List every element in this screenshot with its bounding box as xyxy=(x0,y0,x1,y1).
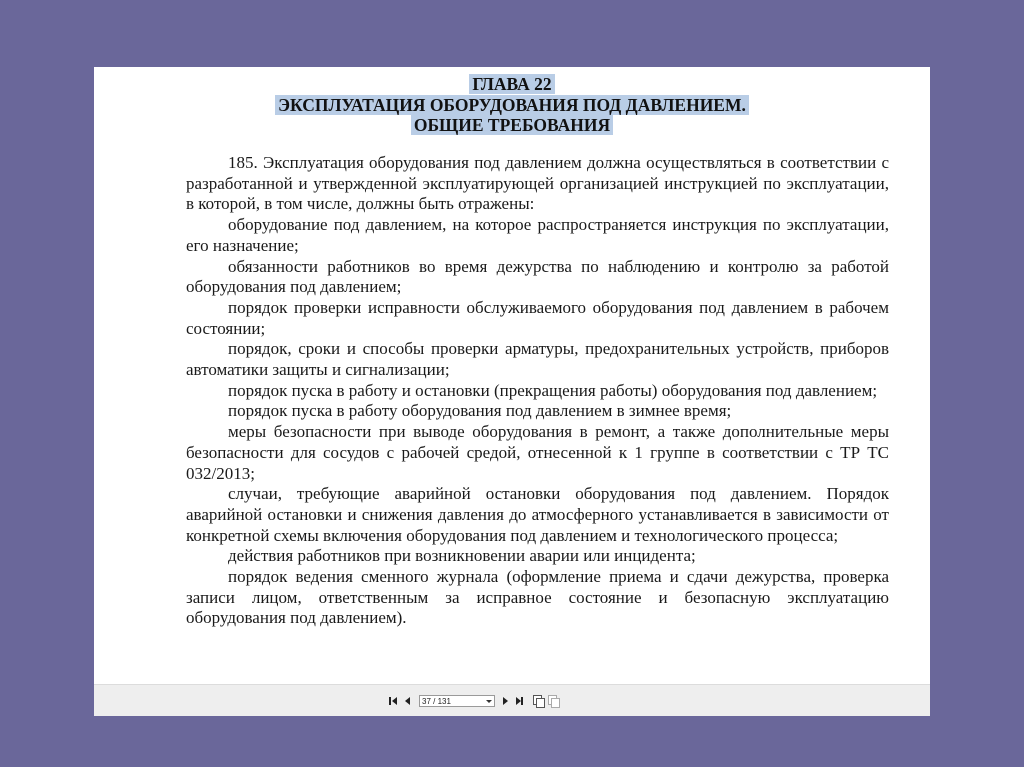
viewer-toolbar xyxy=(94,684,930,716)
paragraph: порядок ведения сменного журнала (оформление приема и сдачи дежурства, проверка записи лицом, ответственным за исправное состояние и безопасную эксплуатацию оборудования под давлением). xyxy=(186,567,889,628)
paragraph: оборудование под давлением, на которое распространяется инструкция по эксплуатации, его назначение; xyxy=(186,215,889,255)
paragraph: порядок пуска в работу оборудования под давлением в зимнее время; xyxy=(228,401,732,421)
document-page xyxy=(94,67,930,715)
paragraph: случаи, требующие аварийной остановки оборудования под давлением. Порядок аварийной остановки и снижения давления до атмосферного устанавливается в зависимости от конкретной схемы включения оборудования под давлением и технологического процесса; xyxy=(186,484,889,545)
paragraph: 185. Эксплуатация оборудования под давлением должна осуществляться в соответствии с разработанной и утвержденной эксплуатирующей организацией инструкцией по эксплуатации, в которой, в том числе, должны быть отражены: xyxy=(186,153,889,214)
prev-page-icon[interactable] xyxy=(403,695,413,707)
paragraph: меры безопасности при выводе оборудования в ремонт, а также дополнительные меры безопасности для сосудов с рабочей средой, отнесенной к 1 группе в соответствии с ТР ТС 032/2013; xyxy=(186,422,889,483)
paragraph: порядок, сроки и способы проверки арматуры, предохранительных устройств, приборов автоматики защиты и сигнализации; xyxy=(186,339,889,380)
body-text xyxy=(186,153,889,629)
page-select[interactable] xyxy=(419,695,495,707)
paragraph: порядок пуска в работу и остановки (прекращения работы) оборудования под давлением; xyxy=(228,380,878,400)
first-page-icon[interactable] xyxy=(389,695,399,707)
chapter-heading xyxy=(94,74,930,136)
page-navigation xyxy=(389,694,559,708)
chapter-title-line2: ОБЩИЕ ТРЕБОВАНИЯ xyxy=(411,115,613,135)
chapter-title-line1: ЭКСПЛУАТАЦИЯ ОБОРУДОВАНИЯ ПОД ДАВЛЕНИЕМ. xyxy=(275,95,749,115)
next-page-icon[interactable] xyxy=(501,695,511,707)
paragraph: порядок проверки исправности обслуживаемого оборудования под давлением в рабочем состоянии; xyxy=(186,297,889,338)
last-page-icon[interactable] xyxy=(515,695,525,707)
paragraph: действия работников при возникновении аварии или инцидента; xyxy=(228,546,696,566)
chapter-number: ГЛАВА 22 xyxy=(469,74,554,94)
page-indicator: 37 / 131 xyxy=(422,697,451,706)
chevron-down-icon xyxy=(486,700,492,703)
copy-disabled-icon[interactable] xyxy=(548,695,559,707)
copy-icon[interactable] xyxy=(533,695,544,707)
paragraph: обязанности работников во время дежурства по наблюдению и контролю за работой оборудования под давлением; xyxy=(186,256,889,297)
